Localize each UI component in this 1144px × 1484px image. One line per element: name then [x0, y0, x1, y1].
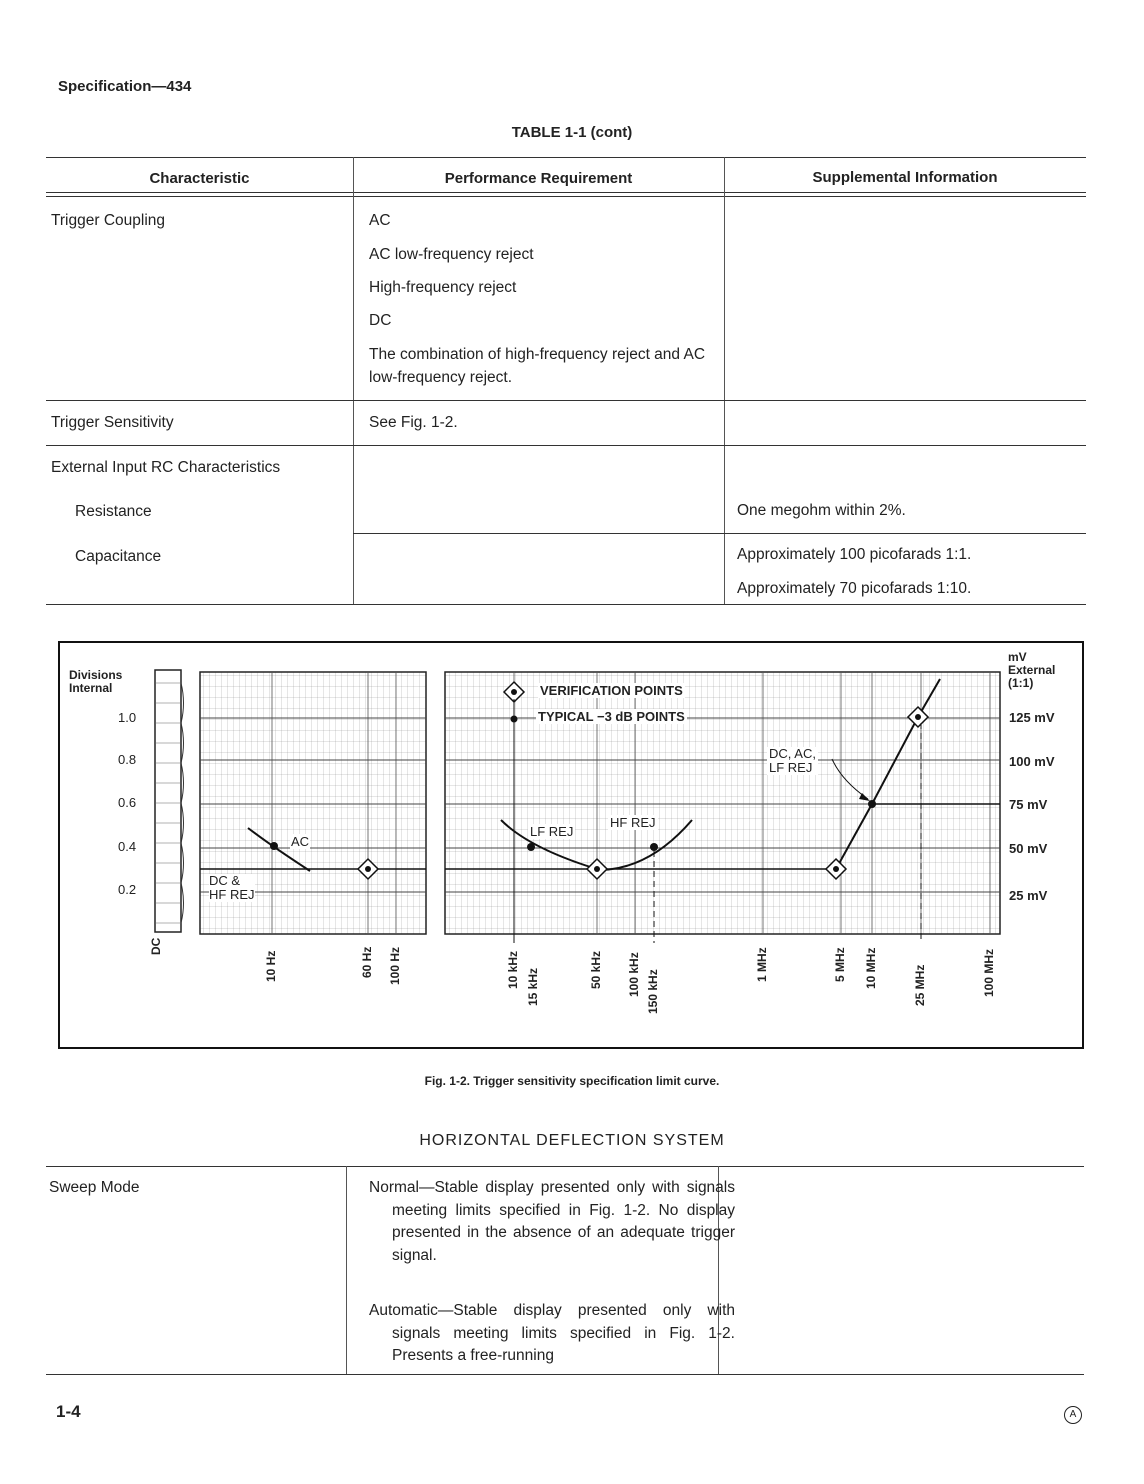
label-lf-rej: LF REJ	[530, 824, 574, 839]
left-tick: 0.6	[118, 795, 137, 810]
legend-verification: VERIFICATION POINTS	[540, 683, 683, 698]
section-top-rule	[46, 1166, 1084, 1167]
publisher-mark: A	[1064, 1406, 1082, 1424]
column-header-characteristic: Characteristic	[149, 170, 250, 187]
right-tick: 100 mV	[1009, 754, 1055, 769]
sweep-automatic: Automatic—Stable display presented only with signals meeting limits specified in Fig. 1-2. Presents a free-running	[369, 1302, 735, 1364]
right-axis-title-line: External	[1008, 663, 1056, 677]
frequency-label: 15 kHz	[526, 967, 540, 1006]
col-divider-2	[724, 157, 725, 605]
characteristic-capacitance: Capacitance	[75, 548, 162, 565]
page-number: 1-4	[56, 1402, 81, 1421]
frequency-label: DC	[149, 937, 163, 955]
col-divider-1	[353, 157, 354, 605]
column-header-supplemental: Supplemental Information	[812, 169, 998, 186]
characteristic-external-input: External Input RC Characteristics	[51, 459, 281, 476]
label-dc-ac-lf: LF REJ	[769, 760, 813, 775]
requirement-item: The combination of high-frequency reject and AC low-frequency reject.	[369, 346, 706, 386]
requirement-trigger-sensitivity: See Fig. 1-2.	[369, 414, 458, 431]
frequency-label: 10 kHz	[506, 950, 520, 989]
frequency-label: 100 Hz	[388, 946, 402, 985]
left-tick: 1.0	[118, 710, 137, 725]
label-ac: AC	[291, 834, 310, 849]
left-tick: 0.2	[118, 882, 137, 897]
right-tick: 25 mV	[1009, 888, 1048, 903]
column-header-requirement: Performance Requirement	[444, 170, 633, 187]
col-divider-1	[346, 1166, 347, 1374]
supplemental-capacitance: Approximately 100 picofarads 1:1.	[737, 546, 972, 563]
left-tick: 0.4	[118, 839, 137, 854]
requirement-item: AC low-frequency reject	[369, 246, 534, 263]
legend-typical: TYPICAL −3 dB POINTS	[538, 709, 685, 724]
left-axis-title-line: Divisions	[69, 668, 123, 682]
right-tick: 50 mV	[1009, 841, 1048, 856]
left-axis-title-line: Internal	[69, 681, 113, 695]
characteristic-resistance: Resistance	[75, 503, 152, 520]
right-tick: 75 mV	[1009, 797, 1048, 812]
row-rule	[46, 400, 1086, 401]
section-bottom-rule	[46, 1374, 1084, 1375]
frequency-label: 1 MHz	[755, 946, 769, 982]
trigger-sensitivity-chart	[60, 643, 1082, 1047]
supplemental-capacitance: Approximately 70 picofarads 1:10.	[737, 580, 972, 597]
figure-caption: Fig. 1-2. Trigger sensitivity specification limit curve.	[424, 1074, 720, 1088]
characteristic-trigger-coupling: Trigger Coupling	[51, 212, 166, 229]
label-dc-hf: DC &	[209, 873, 241, 888]
right-tick: 125 mV	[1009, 710, 1055, 725]
frequency-label: 5 MHz	[833, 946, 847, 982]
right-axis-title-line: (1:1)	[1008, 676, 1034, 690]
frequency-label: 100 kHz	[627, 951, 641, 997]
table-bottom-rule	[46, 604, 1086, 605]
sweep-normal: Normal—Stable display presented only with signals meeting limits specified in Fig. 1-2. No display presented in the absence of an adequate trigger signal.	[369, 1179, 735, 1264]
label-hf-rej: HF REJ	[610, 815, 656, 830]
requirement-item: AC	[369, 212, 391, 229]
frequency-label: 150 kHz	[646, 968, 660, 1014]
header-rule-2	[46, 196, 1086, 197]
requirement-item: High-frequency reject	[369, 279, 517, 296]
frequency-label: 10 MHz	[864, 947, 878, 989]
row-rule	[353, 533, 1086, 534]
requirement-item: DC	[369, 312, 392, 329]
frequency-label: 25 MHz	[913, 964, 927, 1006]
header-rule-1	[46, 192, 1086, 193]
table-caption: TABLE 1-1 (cont)	[511, 124, 633, 141]
frequency-label: 60 Hz	[360, 946, 374, 978]
characteristic-trigger-sensitivity: Trigger Sensitivity	[51, 414, 174, 431]
right-axis-title-line: mV	[1008, 650, 1027, 664]
left-tick: 0.8	[118, 752, 137, 767]
table-top-rule	[46, 157, 1086, 158]
supplemental-resistance: One megohm within 2%.	[737, 502, 906, 519]
label-dc-ac-lf: DC, AC,	[769, 746, 816, 761]
row-rule	[46, 445, 1086, 446]
frequency-label: 10 Hz	[264, 950, 278, 982]
dc-strip	[155, 670, 181, 932]
figure-box	[58, 641, 1084, 1049]
characteristic-sweep-mode: Sweep Mode	[49, 1179, 140, 1196]
page-header: Specification—434	[58, 78, 192, 95]
frequency-label: 100 MHz	[982, 948, 996, 997]
label-dc-hf: HF REJ	[209, 887, 255, 902]
frequency-label: 50 kHz	[589, 950, 603, 989]
section-title: HORIZONTAL DEFLECTION SYSTEM	[419, 1132, 725, 1149]
